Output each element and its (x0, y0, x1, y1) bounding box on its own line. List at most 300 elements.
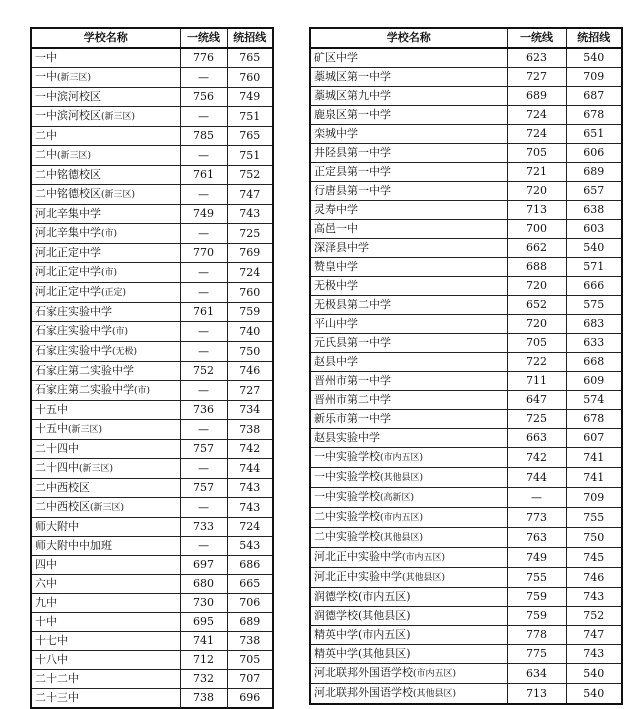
table-row (310, 528, 622, 548)
table-row (310, 48, 622, 68)
school-name-cell (310, 87, 507, 106)
school-district-note: (新三区) (57, 73, 92, 83)
school-name-cell (310, 353, 507, 372)
school-name-cell (31, 632, 180, 651)
school-name: 一中滨河校区 (35, 90, 101, 103)
school-name-cell (31, 651, 180, 670)
unified-line-cell: 713 (507, 201, 566, 220)
unified-line-cell: 705 (507, 144, 566, 163)
unified-line-cell: 778 (507, 626, 566, 645)
school-district-note: (其他县区) (402, 573, 446, 583)
unified-line-cell: 744 (507, 468, 566, 488)
school-name: 正定县第一中学 (314, 165, 391, 178)
table-row (31, 48, 273, 68)
table-row (310, 106, 622, 125)
school-name: 二中实验学校 (314, 510, 380, 523)
unified-line-cell: 733 (180, 518, 227, 537)
admission-line-cell: 755 (566, 508, 622, 528)
school-name: 高邑一中 (314, 222, 358, 235)
unified-line-cell: 722 (507, 353, 566, 372)
admission-line-cell: 740 (227, 322, 273, 342)
school-name-cell (31, 303, 180, 322)
admission-line-cell: 750 (227, 342, 273, 362)
unified-line-cell: — (180, 381, 227, 401)
admission-line-cell: 575 (566, 296, 622, 315)
unified-line-cell: 725 (507, 410, 566, 429)
admission-line-cell: 734 (227, 401, 273, 420)
admission-line-cell: 574 (566, 391, 622, 410)
school-name: 师大附中中加班 (35, 539, 112, 552)
unified-line-cell: — (180, 68, 227, 88)
school-name: 精英中学(市内五区) (314, 628, 411, 641)
unified-line-cell: 700 (507, 220, 566, 239)
unified-line-cell: 720 (507, 182, 566, 201)
table-row (31, 575, 273, 594)
school-name: 河北正定中学 (35, 285, 101, 298)
table-row (310, 277, 622, 296)
admission-line-cell: 724 (227, 263, 273, 283)
school-name-cell (31, 537, 180, 556)
table-row (310, 607, 622, 626)
header-unified-line: 一统线 (180, 28, 227, 48)
table-row (310, 664, 622, 684)
school-name: 河北正定中学 (35, 246, 101, 259)
admission-line-cell: 683 (566, 315, 622, 334)
school-name-cell (310, 68, 507, 87)
school-name-cell (31, 401, 180, 420)
header-school-name: 学校名称 (310, 28, 507, 48)
unified-line-cell: 770 (180, 244, 227, 263)
school-name: 十五中 (35, 403, 68, 416)
table-row (31, 632, 273, 651)
table-row (31, 224, 273, 244)
school-name: 新乐市第一中学 (314, 412, 391, 425)
school-name-cell (310, 468, 507, 488)
admission-line-cell: 760 (227, 68, 273, 88)
school-name-cell (310, 277, 507, 296)
unified-line-cell: 721 (507, 163, 566, 182)
table-row (31, 283, 273, 303)
unified-line-cell: 634 (507, 664, 566, 684)
school-name: 二中西校区 (35, 481, 90, 494)
school-district-note: (市内五区) (380, 513, 424, 523)
header-admission-line: 统招线 (566, 28, 622, 48)
table-row (310, 239, 622, 258)
admission-line-cell: 751 (227, 107, 273, 127)
table-row (31, 185, 273, 205)
school-district-note: (市) (101, 268, 118, 278)
school-name-cell (31, 613, 180, 632)
admission-line-cell: 741 (566, 468, 622, 488)
school-name-cell (31, 498, 180, 518)
school-name-cell (310, 508, 507, 528)
school-name-cell (31, 283, 180, 303)
school-name-cell (310, 315, 507, 334)
school-name-cell (310, 626, 507, 645)
school-district-note: (市内五区) (413, 669, 457, 679)
table-row (31, 594, 273, 613)
admission-line-cell: 745 (566, 548, 622, 568)
table-row (310, 220, 622, 239)
unified-line-cell: 724 (507, 125, 566, 144)
table-row (31, 670, 273, 689)
school-name: 无极中学 (314, 279, 358, 292)
school-name: 石家庄第二实验中学 (35, 383, 134, 396)
school-district-note: (新三区) (68, 425, 103, 435)
table-row (31, 420, 273, 440)
school-name-cell (31, 689, 180, 709)
table-row (310, 334, 622, 353)
header-row (31, 28, 273, 48)
admission-line-cell: 760 (227, 283, 273, 303)
school-name: 二中 (35, 148, 57, 161)
table-row (310, 144, 622, 163)
school-name: 行唐县第一中学 (314, 184, 391, 197)
admission-line-cell: 725 (227, 224, 273, 244)
school-name: 藁城区第一中学 (314, 70, 391, 83)
school-name: 井陉县第一中学 (314, 146, 391, 159)
admission-line-cell: 540 (566, 239, 622, 258)
school-name: 一中 (35, 51, 57, 64)
school-name: 平山中学 (314, 317, 358, 330)
admission-line-cell: 571 (566, 258, 622, 277)
school-name: 二中实验学校 (314, 530, 380, 543)
school-name-cell (310, 645, 507, 664)
school-name-cell (310, 144, 507, 163)
school-name-cell (310, 391, 507, 410)
school-name-cell (310, 607, 507, 626)
school-name: 二十四中 (35, 461, 79, 474)
unified-line-cell: 652 (507, 296, 566, 315)
table-row (31, 518, 273, 537)
admission-line-cell: 752 (566, 607, 622, 626)
school-name: 矿区中学 (314, 51, 358, 64)
unified-line-cell: 623 (507, 48, 566, 68)
unified-line-cell: 773 (507, 508, 566, 528)
school-name-cell (31, 205, 180, 224)
school-district-note: (新三区) (101, 190, 136, 200)
table-row (31, 556, 273, 575)
admission-line-cell: 752 (227, 166, 273, 185)
admission-line-cell: 689 (566, 163, 622, 182)
table-row (310, 258, 622, 277)
school-name: 晋州市第二中学 (314, 393, 391, 406)
school-name: 元氏县第一中学 (314, 336, 391, 349)
school-name-cell (310, 372, 507, 391)
school-name-cell (31, 670, 180, 689)
unified-line-cell: 756 (180, 88, 227, 107)
unified-line-cell: — (180, 498, 227, 518)
school-name-cell (310, 528, 507, 548)
unified-line-cell: — (180, 107, 227, 127)
unified-line-cell: — (180, 459, 227, 479)
school-name-cell (31, 362, 180, 381)
unified-line-cell: 727 (507, 68, 566, 87)
school-district-note: (市) (112, 327, 129, 337)
left-score-table (30, 27, 274, 709)
unified-line-cell: 755 (507, 568, 566, 588)
unified-line-cell: 761 (180, 166, 227, 185)
school-name-cell (31, 244, 180, 263)
table-row (31, 689, 273, 709)
unified-line-cell: 757 (180, 479, 227, 498)
table-row (31, 88, 273, 107)
table-row (31, 459, 273, 479)
admission-line-cell: 769 (227, 244, 273, 263)
school-name: 润德学校(市内五区) (314, 590, 411, 603)
unified-line-cell: — (180, 263, 227, 283)
admission-line-cell: 709 (566, 488, 622, 508)
admission-line-cell: 709 (566, 68, 622, 87)
school-district-note: (新三区) (79, 464, 114, 474)
school-name: 藁城区第九中学 (314, 89, 391, 102)
admission-line-cell: 743 (227, 205, 273, 224)
table-row (31, 401, 273, 420)
school-name-cell (310, 182, 507, 201)
table-row (31, 205, 273, 224)
unified-line-cell: 763 (507, 528, 566, 548)
school-name-cell (31, 594, 180, 613)
unified-line-cell: 697 (180, 556, 227, 575)
school-name-cell (31, 440, 180, 459)
unified-line-cell: 730 (180, 594, 227, 613)
school-name: 十八中 (35, 653, 68, 666)
school-name: 一中实验学校 (314, 470, 380, 483)
unified-line-cell: 738 (180, 689, 227, 709)
school-name: 十五中 (35, 422, 68, 435)
admission-line-cell: 638 (566, 201, 622, 220)
admission-line-cell: 744 (227, 459, 273, 479)
school-name-cell (310, 334, 507, 353)
unified-line-cell: 742 (507, 448, 566, 468)
admission-line-cell: 543 (227, 537, 273, 556)
table-row (31, 440, 273, 459)
school-name-cell (310, 588, 507, 607)
table-row (310, 296, 622, 315)
unified-line-cell: 752 (180, 362, 227, 381)
unified-line-cell: 732 (180, 670, 227, 689)
school-name: 河北正定中学 (35, 265, 101, 278)
table-row (31, 107, 273, 127)
unified-line-cell: — (180, 185, 227, 205)
unified-line-cell: 776 (180, 48, 227, 68)
unified-line-cell: 759 (507, 607, 566, 626)
table-row (310, 468, 622, 488)
school-name: 二十三中 (35, 691, 79, 704)
table-row (31, 651, 273, 670)
table-row (310, 645, 622, 664)
unified-line-cell: 712 (180, 651, 227, 670)
unified-line-cell: 662 (507, 239, 566, 258)
school-name: 二十二中 (35, 672, 79, 685)
table-row (310, 410, 622, 429)
admission-line-cell: 705 (227, 651, 273, 670)
school-name: 灵寿中学 (314, 203, 358, 216)
table-row (31, 303, 273, 322)
unified-line-cell: 761 (180, 303, 227, 322)
header-school-name: 学校名称 (31, 28, 180, 48)
school-name-cell (310, 684, 507, 705)
school-name: 石家庄实验中学 (35, 344, 112, 357)
school-name-cell (310, 410, 507, 429)
school-district-note: (其他县区) (380, 533, 424, 543)
unified-line-cell: — (180, 322, 227, 342)
table-row (310, 391, 622, 410)
school-name: 河北正中实验中学 (314, 550, 402, 563)
school-name: 无极县第二中学 (314, 298, 391, 311)
unified-line-cell: 688 (507, 258, 566, 277)
admission-line-cell: 750 (566, 528, 622, 548)
unified-line-cell: 775 (507, 645, 566, 664)
school-district-note: (市内五区) (402, 553, 446, 563)
unified-line-cell: 759 (507, 588, 566, 607)
table-row (31, 244, 273, 263)
school-name-cell (31, 556, 180, 575)
admission-line-cell: 666 (566, 277, 622, 296)
school-name-cell (31, 479, 180, 498)
school-name-cell (310, 106, 507, 125)
school-name: 河北辛集中学 (35, 207, 101, 220)
table-row (31, 537, 273, 556)
admission-line-cell: 665 (227, 575, 273, 594)
admission-line-cell: 651 (566, 125, 622, 144)
unified-line-cell: 724 (507, 106, 566, 125)
school-name-cell (310, 548, 507, 568)
table-row (310, 508, 622, 528)
school-name: 河北联邦外国语学校 (314, 686, 413, 699)
school-district-note: (高新区) (380, 493, 415, 503)
table-row (31, 322, 273, 342)
table-row (31, 342, 273, 362)
school-name-cell (31, 224, 180, 244)
school-name-cell (310, 220, 507, 239)
admission-line-cell: 540 (566, 48, 622, 68)
table-row (310, 201, 622, 220)
admission-line-cell: 749 (227, 88, 273, 107)
school-district-note: (市内五区) (380, 453, 424, 463)
unified-line-cell: 736 (180, 401, 227, 420)
school-name-cell (31, 459, 180, 479)
admission-line-cell: 606 (566, 144, 622, 163)
table-row (31, 263, 273, 283)
school-name: 鹿泉区第一中学 (314, 108, 391, 121)
admission-line-cell: 765 (227, 48, 273, 68)
school-name-cell (31, 575, 180, 594)
school-name-cell (31, 107, 180, 127)
school-name: 二中铭德校区 (35, 168, 101, 181)
admission-line-cell: 738 (227, 632, 273, 651)
school-name-cell (310, 258, 507, 277)
school-name: 晋州市第一中学 (314, 374, 391, 387)
table-row (31, 479, 273, 498)
admission-line-cell: 759 (227, 303, 273, 322)
school-name-cell (310, 239, 507, 258)
admission-line-cell: 707 (227, 670, 273, 689)
unified-line-cell: 749 (180, 205, 227, 224)
unified-line-cell: — (180, 420, 227, 440)
school-name-cell (310, 448, 507, 468)
unified-line-cell: — (180, 537, 227, 556)
admission-line-cell: 706 (227, 594, 273, 613)
unified-line-cell: — (180, 283, 227, 303)
admission-line-cell: 727 (227, 381, 273, 401)
table-row (310, 548, 622, 568)
table-row (310, 315, 622, 334)
school-district-note: (其他县区) (413, 689, 457, 699)
table-row (310, 87, 622, 106)
table-row (310, 353, 622, 372)
table-row (310, 68, 622, 87)
table-row (31, 146, 273, 166)
school-name: 十中 (35, 615, 57, 628)
admission-line-cell: 738 (227, 420, 273, 440)
school-name-cell (31, 146, 180, 166)
table-row (31, 362, 273, 381)
school-name-cell (31, 342, 180, 362)
school-name-cell (31, 68, 180, 88)
right-score-table (309, 27, 623, 705)
table-row (310, 429, 622, 448)
school-name-cell (31, 420, 180, 440)
admission-line-cell: 742 (227, 440, 273, 459)
table-row (310, 448, 622, 468)
school-name-cell (31, 88, 180, 107)
school-name: 十七中 (35, 634, 68, 647)
table-row (31, 127, 273, 146)
school-district-note: (新三区) (101, 112, 136, 122)
table-row (31, 381, 273, 401)
school-name: 石家庄实验中学 (35, 324, 112, 337)
unified-line-cell: — (180, 146, 227, 166)
school-name: 石家庄第二实验中学 (35, 364, 134, 377)
school-name-cell (310, 201, 507, 220)
header-row (310, 28, 622, 48)
school-name: 九中 (35, 596, 57, 609)
school-name-cell (310, 488, 507, 508)
admission-line-cell: 747 (566, 626, 622, 645)
table-row (310, 125, 622, 144)
unified-line-cell: 689 (507, 87, 566, 106)
unified-line-cell: 741 (180, 632, 227, 651)
table-row (310, 372, 622, 391)
admission-line-cell: 743 (566, 645, 622, 664)
school-name: 四中 (35, 558, 57, 571)
admission-line-cell: 747 (227, 185, 273, 205)
school-name: 一中 (35, 70, 57, 83)
unified-line-cell: 785 (180, 127, 227, 146)
admission-line-cell: 687 (566, 87, 622, 106)
unified-line-cell: 713 (507, 684, 566, 705)
header-admission-line: 统招线 (227, 28, 273, 48)
admission-line-cell: 678 (566, 410, 622, 429)
admission-line-cell: 743 (227, 498, 273, 518)
school-district-note: (市) (134, 386, 151, 396)
school-name-cell (310, 429, 507, 448)
school-name: 赵县实验中学 (314, 431, 380, 444)
unified-line-cell: 757 (180, 440, 227, 459)
unified-line-cell: 663 (507, 429, 566, 448)
school-name: 一中滨河校区 (35, 109, 101, 122)
school-name-cell (31, 185, 180, 205)
school-name-cell (31, 48, 180, 68)
school-name: 二中西校区 (35, 500, 90, 513)
unified-line-cell: 647 (507, 391, 566, 410)
table-row (31, 498, 273, 518)
school-name: 一中实验学校 (314, 490, 380, 503)
table-row (31, 613, 273, 632)
school-district-note: (正定) (101, 288, 127, 298)
admission-line-cell: 696 (227, 689, 273, 709)
